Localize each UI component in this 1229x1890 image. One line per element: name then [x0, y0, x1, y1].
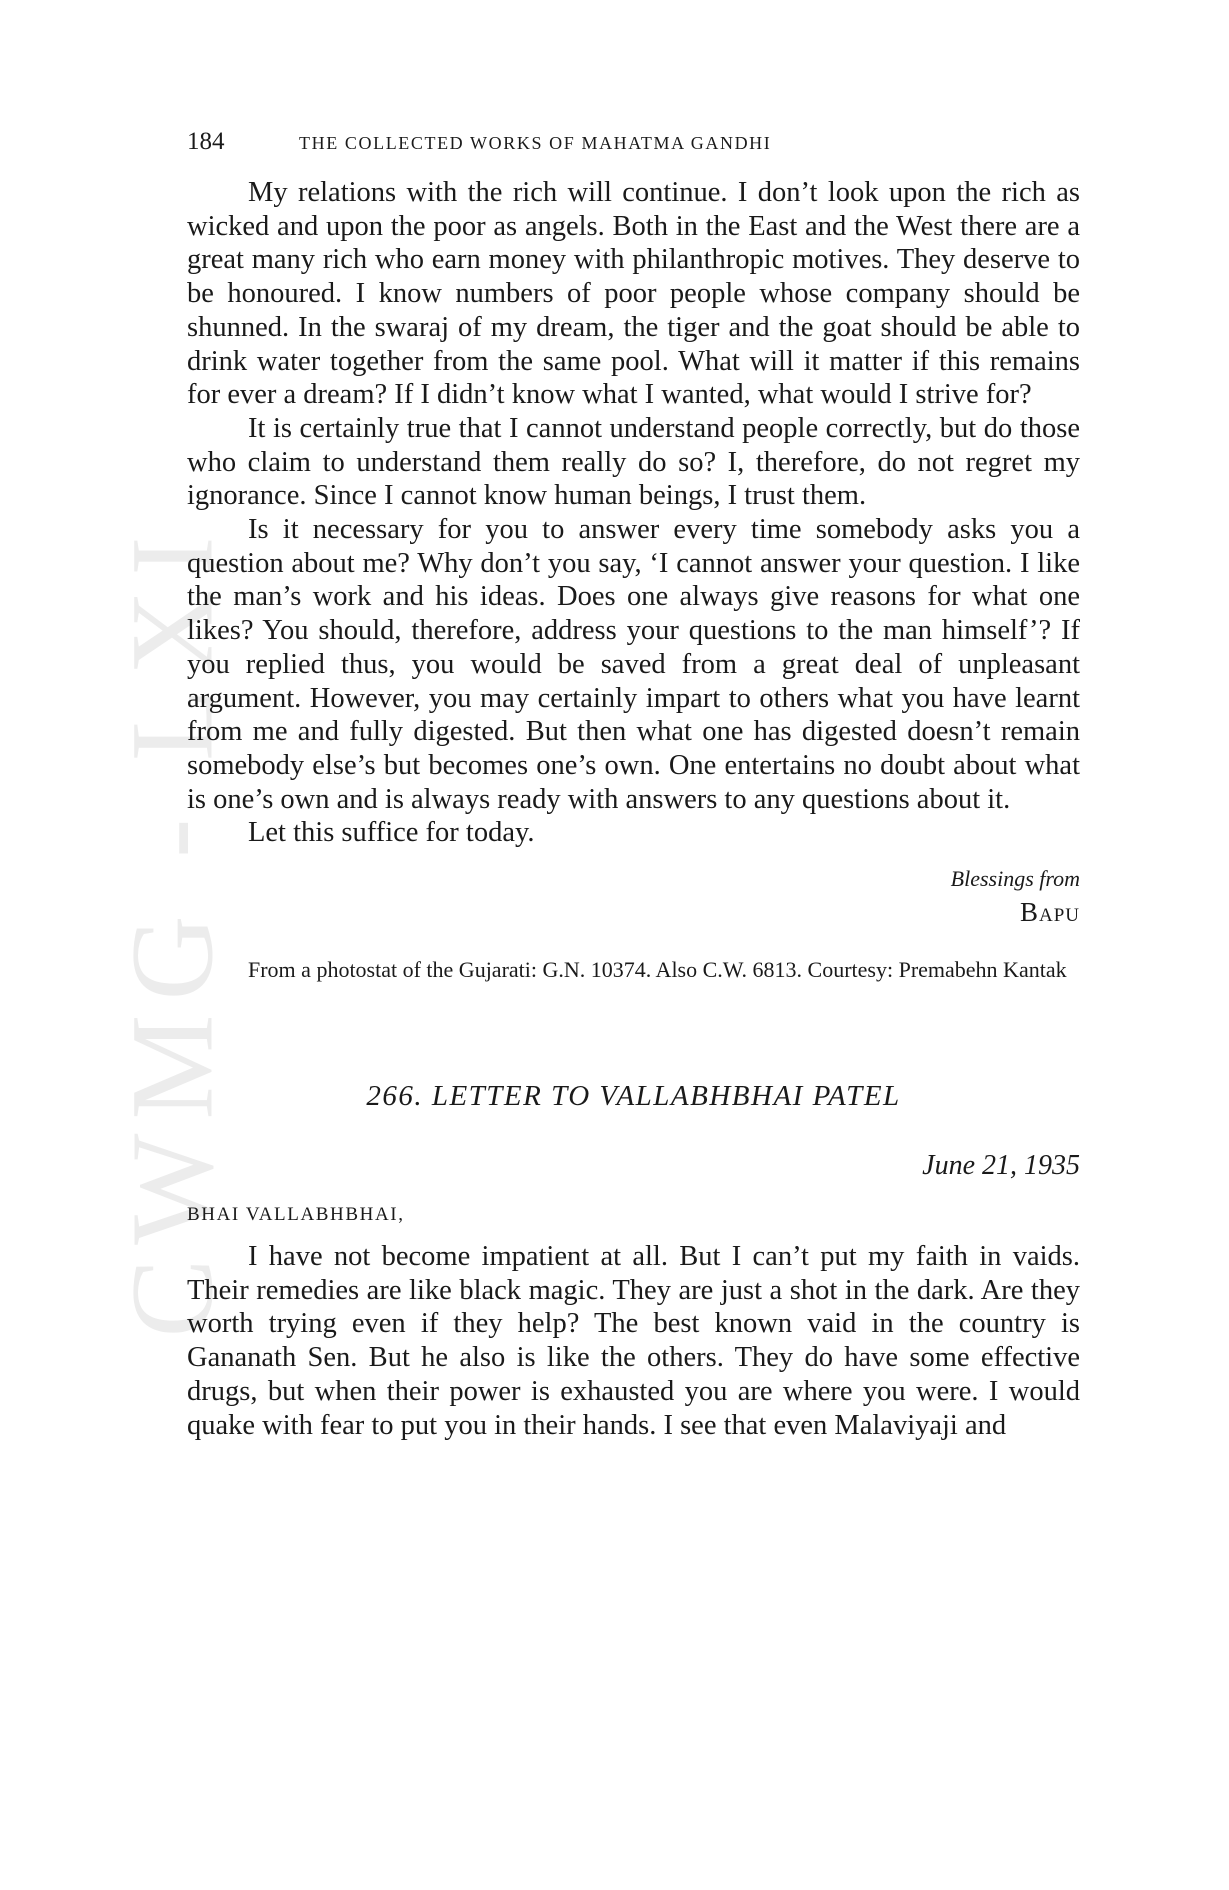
page-number: 184 — [187, 128, 225, 155]
paragraph: Is it necessary for you to answer every time somebody asks you a question about me? Why don’t you say, ‘I cannot answer your question. I like the man’s work and his ideas. Does one always give reasons for what one likes? You should, therefore, address your questions to the man himself’? If you replied thus, you would be saved from a great deal of unpleasant argument. However, you may certainly impart to others what you have learnt from me and fully digested. But then what one has digested doesn’t remain somebody else’s but becomes one’s own. One entertains no doubt about what is one’s own and is always ready with answers to any questions about it. — [187, 514, 1080, 815]
page — [187, 128, 1080, 1442]
running-title: THE COLLECTED WORKS OF MAHATMA GANDHI — [299, 133, 772, 153]
running-head — [187, 128, 1080, 168]
signature: Bapu — [1019, 897, 1080, 928]
signoff — [187, 864, 1080, 930]
letter-body-previous — [187, 176, 1080, 850]
paragraph: My relations with the rich will continue. I don’t look upon the rich as wicked and upon the poor as angels. Both in the East and the West there are a great many rich who earn money with philanthropic motives. They deserve to be honoured. I know numbers of poor people whose company should be shunned. In the swaraj of my dream, the tiger and the goat should be able to drink water together from the same pool. What will it matter if this remains for ever a dream? If I didn’t know what I wanted, what would I strive for? — [187, 177, 1080, 411]
letter-body — [187, 1240, 1080, 1442]
paragraph: Let this suffice for today. — [248, 817, 535, 849]
blessings-line: Blessings from — [950, 866, 1080, 892]
article-heading: 266. LETTER TO VALLABHBHAI PATEL — [366, 1080, 901, 1113]
letter-date: June 21, 1935 — [922, 1150, 1080, 1182]
paragraph: It is certainly true that I cannot understand people correctly, but do those who claim to understand them really do so? I, therefore, do not regret my ignorance. Since I cannot know human beings, I trust them. — [187, 412, 1080, 512]
salutation: BHAI VALLABHBHAI, — [187, 1204, 405, 1226]
watermark-text: CWMG - LXI — [107, 522, 239, 1338]
paragraph: I have not become impatient at all. But I can’t put my faith in vaids. Their remedies are like black magic. They are just a shot in the dark. Are they worth trying even if they help? The best known vaid in the country is Gananath Sen. But he also is like the others. They do have some effective drugs, but when their power is exhausted you are where you were. I would quake with fear to put you in their hands. I see that even Malaviyaji and — [187, 1241, 1080, 1441]
source-note: From a photostat of the Gujarati: G.N. 10374. Also C.W. 6813. Courtesy: Premabehn Kantak — [248, 957, 1067, 983]
